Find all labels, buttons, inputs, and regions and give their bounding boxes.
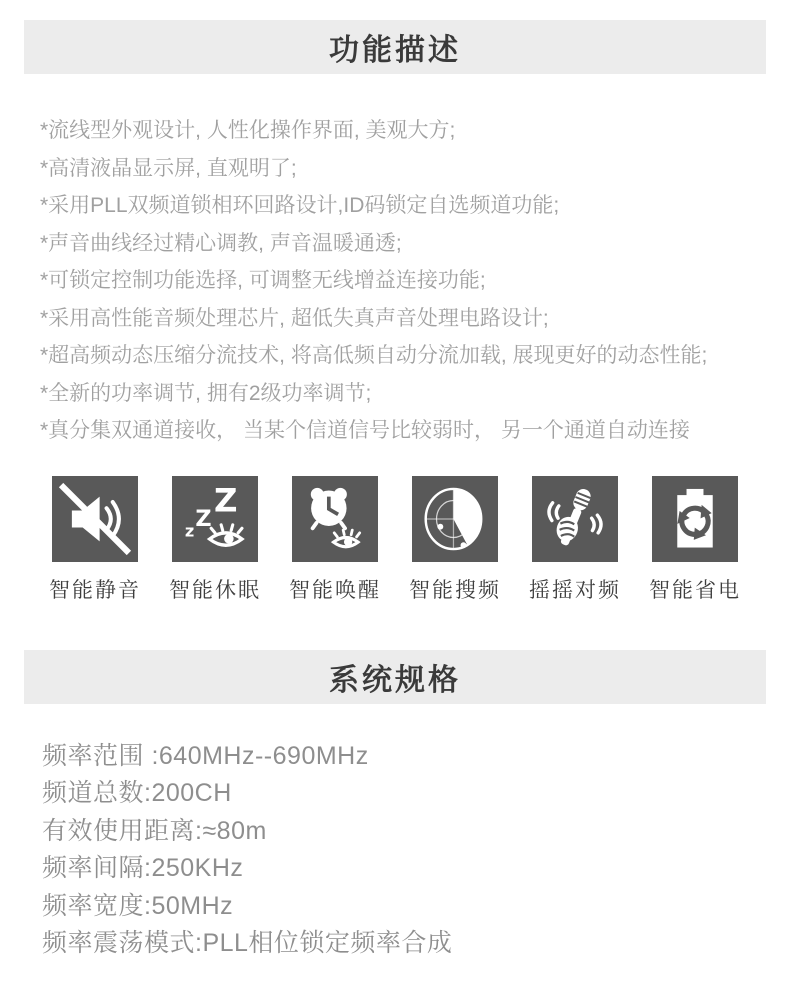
feature-item: *采用PLL双频道锁相环回路设计,ID码锁定自选频道功能; (40, 194, 560, 217)
spec-item: 频率范围 :640MHz--690MHz (42, 741, 369, 770)
feature-icons-row (44, 476, 746, 604)
icon-label: 智能搜频 (409, 578, 501, 602)
icon-label: 智能静音 (49, 578, 141, 602)
svg-text:z: z (184, 521, 195, 541)
spec-item: 频率宽度:50MHz (42, 891, 234, 920)
feature-icon-shake-pairing (524, 476, 626, 604)
spec-list (42, 738, 748, 964)
mute-icon (52, 476, 138, 562)
feature-icon-power-saving (644, 476, 746, 604)
power-saving-icon (652, 476, 738, 562)
frequency-scan-icon (412, 476, 498, 562)
feature-item: *流线型外观设计, 人性化操作界面, 美观大方; (40, 119, 456, 142)
specs-section-title: 系统规格 (329, 663, 461, 697)
svg-text:Z: Z (195, 505, 212, 532)
feature-item: *采用高性能音频处理芯片, 超低失真声音处理电路设计; (40, 306, 549, 330)
icon-label: 智能唤醒 (289, 578, 381, 602)
spec-item: 有效使用距离:≈80m (42, 816, 267, 845)
section-header-features (24, 20, 766, 74)
svg-text:Z: Z (214, 481, 238, 519)
sleep-icon (172, 476, 258, 562)
feature-icon-frequency-scan (404, 476, 506, 604)
shake-pairing-icon (532, 476, 618, 562)
feature-item: *可锁定控制功能选择, 可调整无线增益连接功能; (40, 269, 486, 292)
feature-item: *超高频动态压缩分流技术, 将高低频自动分流加载, 展现更好的动态性能; (40, 344, 708, 367)
product-detail-page (0, 20, 790, 963)
feature-item: *高清液晶显示屏, 直观明了; (40, 156, 297, 180)
feature-item: *真分集双通道接收， 当某个信道信号比较弱时， 另一个通道自动连接 (40, 419, 690, 442)
features-section-title: 功能描述 (329, 34, 461, 67)
feature-item: *全新的功率调节, 拥有2级功率调节; (40, 381, 372, 405)
spec-item: 频率震荡模式:PLL相位锁定频率合成 (42, 929, 453, 958)
feature-list (40, 112, 750, 450)
feature-icon-smart-mute (44, 476, 146, 604)
feature-item: *声音曲线经过精心调教, 声音温暖通透; (40, 231, 402, 255)
icon-label: 摇摇对频 (529, 578, 621, 602)
spec-item: 频道总数:200CH (42, 779, 232, 808)
feature-icon-smart-sleep (164, 476, 266, 604)
wake-icon (292, 476, 378, 562)
feature-icon-smart-wake (284, 476, 386, 604)
icon-label: 智能省电 (649, 578, 741, 602)
section-header-specs (24, 650, 766, 704)
icon-label: 智能休眠 (169, 578, 261, 602)
spec-item: 频率间隔:250KHz (42, 854, 244, 883)
